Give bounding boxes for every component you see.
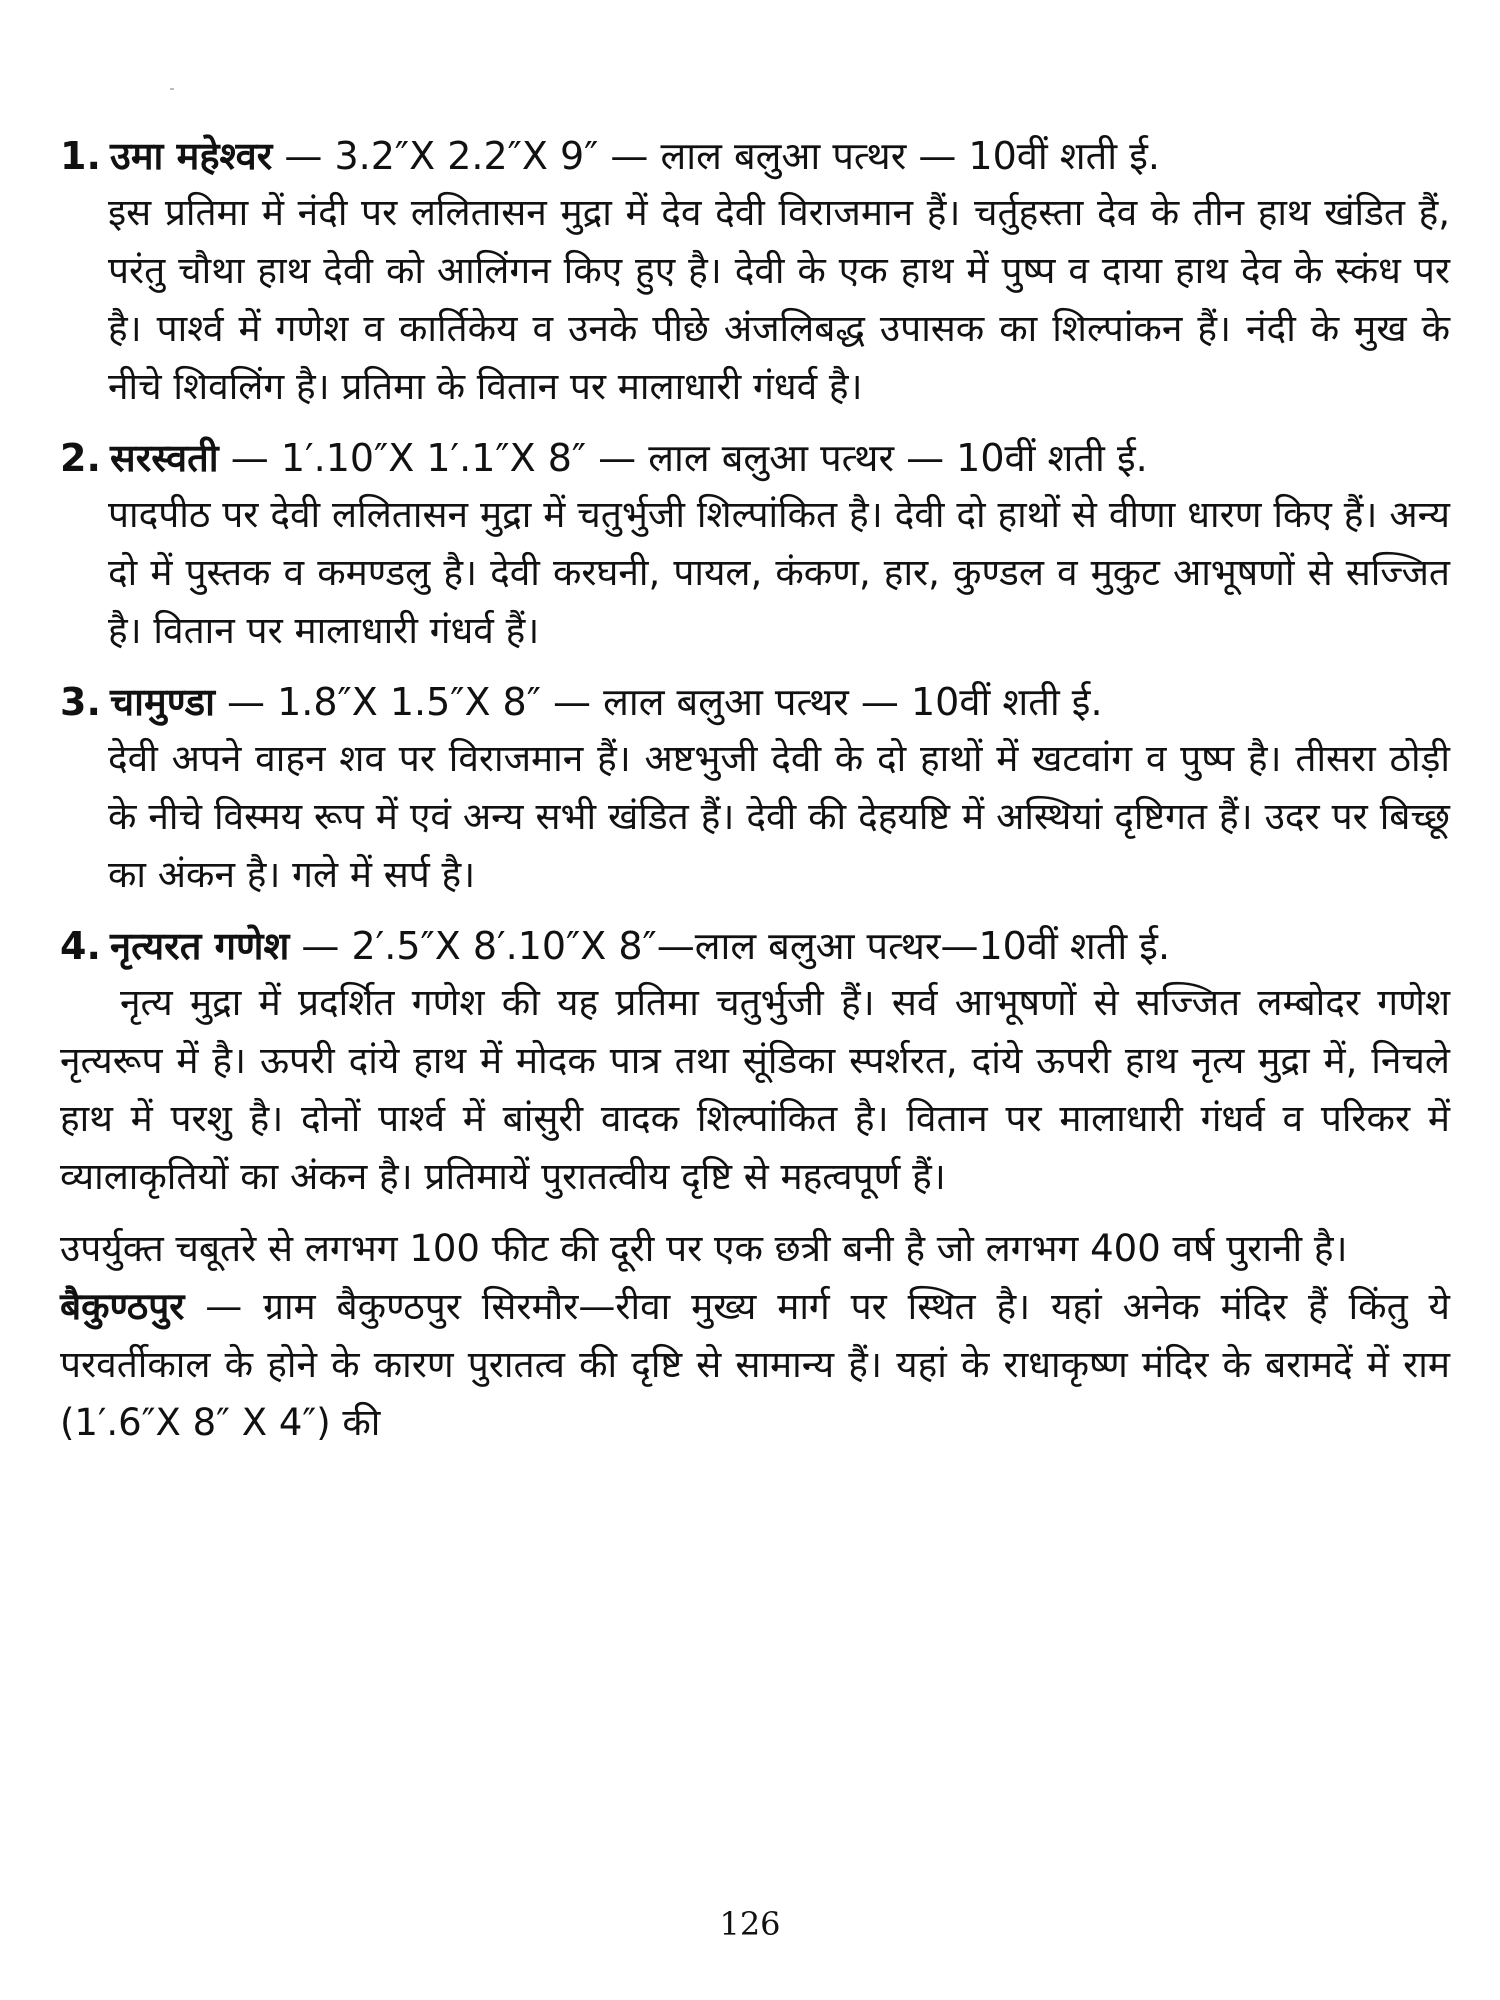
- entry-description: पादपीठ पर देवी ललितासन मुद्रा में चतुर्भुजी शिल्पांकित है। देवी दो हाथों से वीणा धारण किए हैं। अन्य दो में पुस्तक व कमण्डलु है। देवी करघनी, पायल, कंकण, हार, कुण्डल व मुकुट आभूषणों से सज्जित है। वितान पर मालाधारी गंधर्व हैं।: [108, 493, 1450, 652]
- entry-title: चामुण्डा: [110, 680, 215, 724]
- entry-specification: — 3.2″X 2.2″X 9″ — लाल बलुआ पत्थर — 10वीं शती ई.: [272, 134, 1160, 178]
- entry-number: 1.: [60, 134, 101, 178]
- place-title: बैकुण्ठपुर: [60, 1285, 185, 1328]
- entry-number: 3.: [60, 680, 101, 724]
- entry-description: इस प्रतिमा में नंदी पर ललितासन मुद्रा में देव देवी विराजमान हैं। चर्तुहस्ता देव के तीन हाथ खंडित हैं, परंतु चौथा हाथ देवी को आलिंगन किए हुए है। देवी के एक हाथ में पुष्प व दाया हाथ देव के स्कंध पर है। पार्श्व में गणेश व कार्तिकेय व उनके पीछे अंजलिबद्ध उपासक का शिल्पांकन हैं। नंदी के मुख के नीचे शिवलिंग है। प्रतिमा के वितान पर मालाधारी गंधर्व है।: [108, 191, 1450, 408]
- paragraph-chhatri: उपर्युक्त चबूतरे से लगभग 100 फीट की दूरी पर एक छत्री बनी है जो लगभग 400 वर्ष पुरानी है।: [60, 1227, 1348, 1270]
- scan-speck: [170, 88, 174, 90]
- entry-heading: [60, 674, 1450, 730]
- entry-title: सरस्वती: [110, 436, 219, 480]
- entry-nrityarat-ganesh: [60, 918, 1450, 1206]
- entry-specification: — 1.8″X 1.5″X 8″ — लाल बलुआ पत्थर — 10वीं शती ई.: [214, 680, 1103, 724]
- entry-chamunda: [60, 674, 1450, 904]
- entry-heading: [60, 128, 1450, 184]
- entry-number: 4.: [60, 924, 101, 968]
- entry-description: नृत्य मुद्रा में प्रदर्शित गणेश की यह प्रतिमा चतुर्भुजी हैं। सर्व आभूषणों से सज्जित लम्बोदर गणेश नृत्यरूप में है। ऊपरी दांये हाथ में मोदक पात्र तथा सूंडिका स्पर्शरत, दांये ऊपरी हाथ नृत्य मुद्रा में, निचले हाथ में परशु है। दोनों पार्श्व में बांसुरी वादक शिल्पांकित है। वितान पर मालाधारी गंधर्व व परिकर में व्यालाकृतियों का अंकन है। प्रतिमायें पुरातत्वीय दृष्टि से महत्वपूर्ण हैं।: [60, 981, 1450, 1198]
- paragraph-baikunthpur: [60, 1278, 1450, 1452]
- entry-specification: — 2′.5″X 8′.10″X 8″—लाल बलुआ पत्थर—10वीं शती ई.: [289, 924, 1171, 968]
- page-number: 126: [719, 1905, 781, 1943]
- entry-title: उमा महेश्वर: [110, 134, 273, 178]
- entry-title: नृत्यरत गणेश: [110, 924, 290, 968]
- entry-saraswati: [60, 430, 1450, 660]
- entry-uma-maheshwar: [60, 128, 1450, 416]
- entry-heading: [60, 918, 1450, 974]
- entry-specification: — 1′.10″X 1′.1″X 8″ — लाल बलुआ पत्थर — 10वीं शती ई.: [218, 436, 1148, 480]
- entry-heading: [60, 430, 1450, 486]
- page-content: [60, 128, 1450, 1948]
- entry-number: 2.: [60, 436, 101, 480]
- place-description: — ग्राम बैकुण्ठपुर सिरमौर—रीवा मुख्य मार्ग पर स्थित है। यहां अनेक मंदिर हैं किंतु ये परवर्तीकाल के होने के कारण पुरातत्व की दृष्टि से सामान्य हैं। यहां के राधाकृष्ण मंदिर के बरामदें में राम (1′.6″X 8″ X 4″) की: [60, 1285, 1450, 1444]
- entry-description: देवी अपने वाहन शव पर विराजमान हैं। अष्टभुजी देवी के दो हाथों में खटवांग व पुष्प है। तीसरा ठोड़ी के नीचे विस्मय रूप में एवं अन्य सभी खंडित हैं। देवी की देहयष्टि में अस्थियां दृष्टिगत हैं। उदर पर बिच्छू का अंकन है। गले में सर्प है।: [108, 737, 1450, 896]
